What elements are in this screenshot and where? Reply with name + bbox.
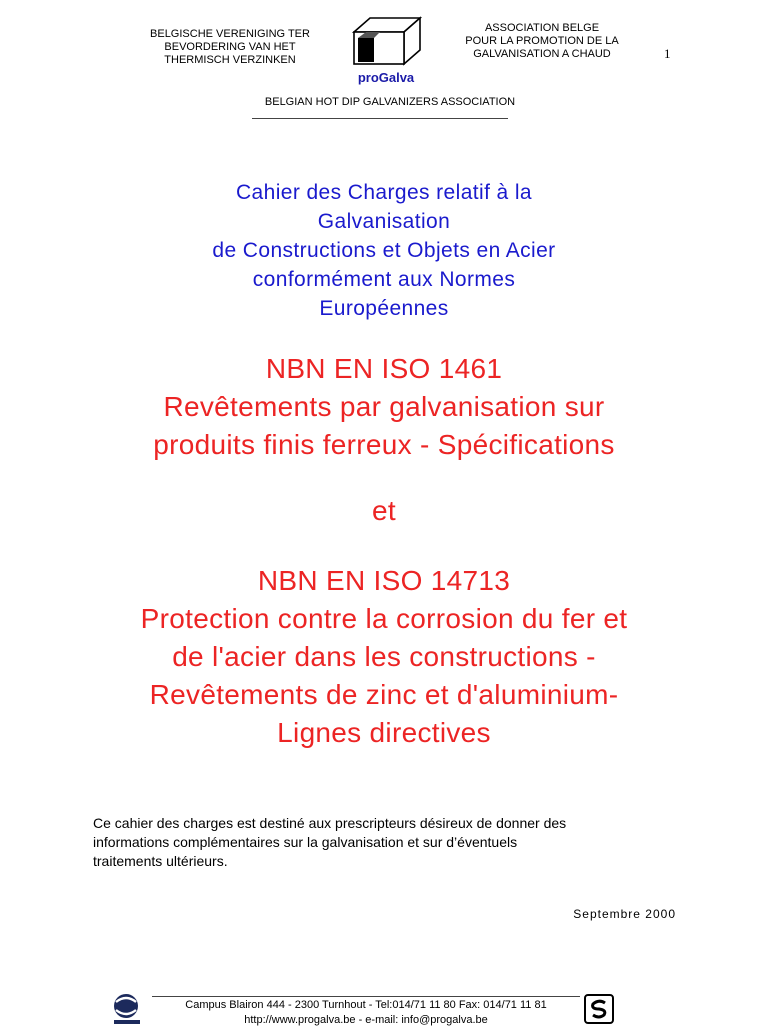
intro-line: traitements ultérieurs. [93, 853, 228, 869]
intro-paragraph [93, 814, 683, 871]
header-right-line: ASSOCIATION BELGE [484, 22, 600, 34]
header-divider [252, 118, 508, 119]
progalva-logo [352, 14, 422, 66]
connector-et: et [372, 495, 396, 526]
document-title [100, 178, 668, 323]
header-right-line: POUR LA PROMOTION DE LA [465, 35, 619, 47]
title-line: de Constructions et Objets en Acier [212, 239, 556, 262]
standard-line: Protection contre la corrosion du fer et [140, 603, 628, 634]
standard-line: de l'acier dans les constructions - [172, 641, 596, 672]
title-line: Cahier des Charges relatif à la [235, 181, 533, 204]
standard-line: produits finis ferreux - Spécifications [153, 429, 615, 460]
document-date: Septembre 2000 [573, 907, 676, 921]
page-number: 1 [664, 46, 671, 61]
title-line: Galvanisation [317, 210, 451, 233]
association-name: BELGIAN HOT DIP GALVANIZERS ASSOCIATION [264, 96, 516, 108]
intro-line: informations complémentaires sur la galvanisation et sur d’éventuels [93, 834, 518, 850]
standard-line: Revêtements par galvanisation sur [163, 391, 605, 422]
standard-line: Lignes directives [277, 717, 491, 748]
header-french-name [452, 22, 632, 61]
standard-code: NBN EN ISO 14713 [257, 565, 511, 596]
title-line: Européennes [319, 297, 449, 320]
header-left-line: BEVORDERING VAN HET [164, 41, 296, 53]
standard-line: Revêtements de zinc et d'aluminium- [149, 679, 619, 710]
header-left-line: THERMISCH VERZINKEN [164, 54, 296, 66]
header-dutch-name [140, 28, 320, 67]
header-right-line: GALVANISATION A CHAUD [473, 48, 611, 60]
title-line: conformément aux Normes [252, 268, 516, 291]
footer-address: Campus Blairon 444 - 2300 Turnhout - Tel:014/71 11 80 Fax: 014/71 11 81 [185, 999, 547, 1011]
zinc-logo-icon [110, 992, 146, 1024]
footer-divider [152, 996, 580, 997]
standard-1461 [40, 350, 728, 464]
certification-icon [584, 994, 614, 1024]
logo-name: proGalva [357, 70, 415, 85]
standard-code: NBN EN ISO 1461 [265, 353, 503, 384]
intro-line: Ce cahier des charges est destiné aux prescripteurs désireux de donner des [93, 815, 567, 831]
standard-14713 [40, 562, 728, 752]
header-left-line: BELGISCHE VERENIGING TER [150, 28, 310, 40]
footer-web-email: http://www.progalva.be - e-mail: info@progalva.be [244, 1014, 488, 1026]
